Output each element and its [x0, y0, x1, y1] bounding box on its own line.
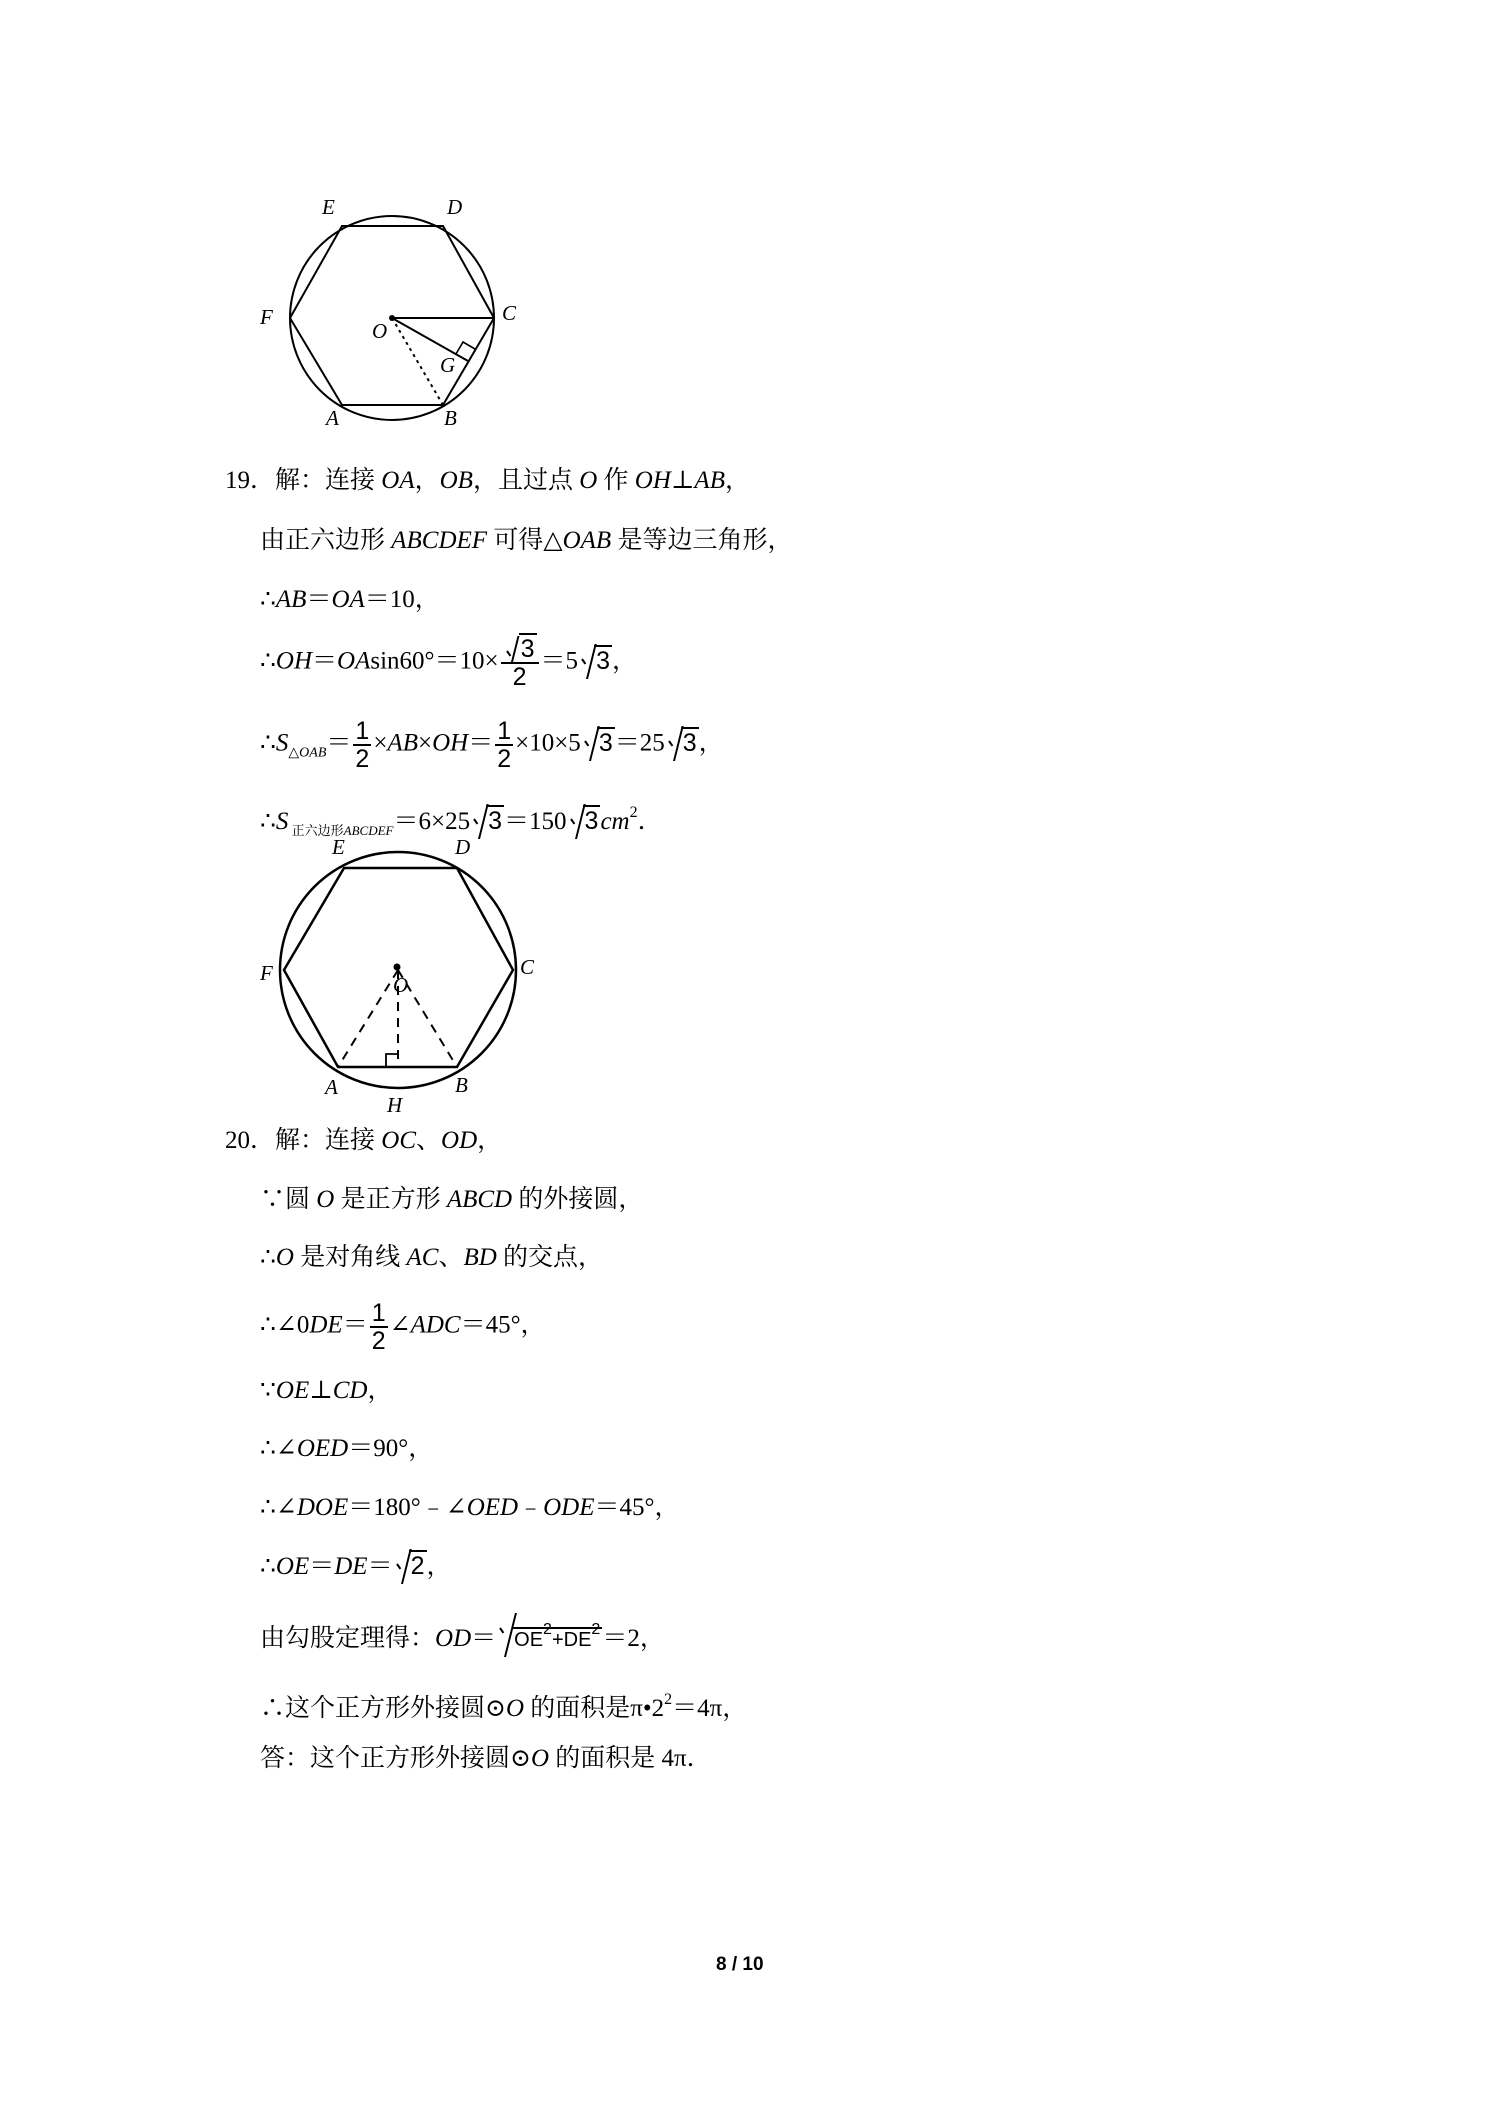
q19-line-6: ∴S $_{正六边形ABCDEF}$＝6×25 3＝150 $3cm^2$．: [260, 804, 663, 838]
q20-number: 20．: [225, 1127, 276, 1154]
sqrt: 3: [569, 804, 601, 839]
label-c: C: [502, 301, 517, 325]
segment-oa-dashed: [338, 970, 398, 1067]
q20-line-8: ∴OE＝DE＝ 2，: [260, 1549, 452, 1584]
q20-line-6: ∴∠OED＝90°，: [260, 1435, 434, 1462]
label-f: F: [260, 305, 273, 329]
sqrt: 3: [472, 804, 504, 839]
q19-number: 19．: [225, 467, 276, 494]
fraction-sqrt3-over-2: $\frac{3}{2}$: [501, 636, 539, 690]
right-angle-mark: [456, 342, 475, 354]
segment-og: [392, 318, 468, 361]
label-h: H: [387, 1093, 403, 1115]
q20-line-1: 20．解：连接 OC、OD，: [225, 1127, 503, 1154]
sqrt-expression: $OE^2+DE^2$: [498, 1613, 602, 1657]
label-a: A: [325, 1075, 338, 1099]
fraction-half: $\frac{1}{2}$: [355, 717, 370, 773]
label-o: O: [372, 319, 388, 343]
q20-line-10: ∴这个正方形外接圆⊙O 的面积是$\pi•2^2=4\pi$，: [260, 1691, 748, 1722]
label-f: F: [260, 961, 273, 985]
q20-line-2: ∵圆 O 是正方形 ABCD 的外接圆，: [260, 1186, 644, 1213]
sqrt: 3: [667, 726, 699, 761]
hexagon-figure-2: [250, 830, 570, 1115]
page-number: 8 / 10: [716, 1954, 764, 1975]
q20-line-7: ∴∠DOE＝180°﹣∠OED﹣ODE＝45°，: [260, 1494, 680, 1521]
q19-line-4: ∴OH＝OAsin60°＝10× $\frac{3}{2}$ ＝5 3，: [260, 635, 637, 691]
label-e: E: [322, 195, 335, 219]
sqrt: 3: [580, 644, 612, 679]
label-a: A: [326, 406, 339, 430]
q19-line-5: $\therefore S_{\triangle OAB}=$ $\frac{1}{2}$ ×AB×OH＝ $\frac{1}{2}$ ×10×5 3＝25 3，: [260, 717, 724, 773]
q20-line-3: ∴O 是对角线 AC、BD 的交点，: [260, 1244, 604, 1271]
q20-line-5: ∵OE⊥CD，: [260, 1377, 393, 1404]
sqrt: 2: [395, 1549, 427, 1584]
label-b: B: [444, 406, 457, 430]
label-o: O: [393, 973, 409, 997]
label-d: D: [447, 195, 463, 219]
q19-line-1: 19．解：连接 OA，OB，且过点 O 作 OH⊥AB，: [225, 467, 750, 494]
fraction-half: $\frac{1}{2}$: [497, 717, 512, 773]
label-c: C: [520, 955, 535, 979]
q19-line-3: ∴AB＝OA＝10，: [260, 586, 440, 613]
label-b: B: [455, 1073, 468, 1097]
q20-line-11: 答：这个正方形外接圆⊙O 的面积是 4π．: [260, 1745, 712, 1772]
fraction-half: $\frac{1}{2}$: [371, 1299, 386, 1355]
center-dot: [394, 964, 401, 971]
segment-ob-dotted: [392, 318, 443, 405]
q19-line-2: 由正六边形 ABCDEF 可得△OAB 是等边三角形，: [260, 527, 793, 554]
label-d: D: [455, 835, 471, 859]
sqrt: 3: [583, 726, 615, 761]
center-dot: [389, 315, 395, 321]
q20-line-9: 由勾股定理得：$OD= OE^2+DE^2=2$，: [260, 1613, 665, 1657]
label-g: G: [440, 353, 456, 377]
q20-line-4: ∴∠0DE＝ $\frac{1}{2}$ ∠ADC＝45°，: [260, 1299, 546, 1355]
hexagon-figure-1: [250, 190, 570, 440]
label-e: E: [332, 835, 345, 859]
